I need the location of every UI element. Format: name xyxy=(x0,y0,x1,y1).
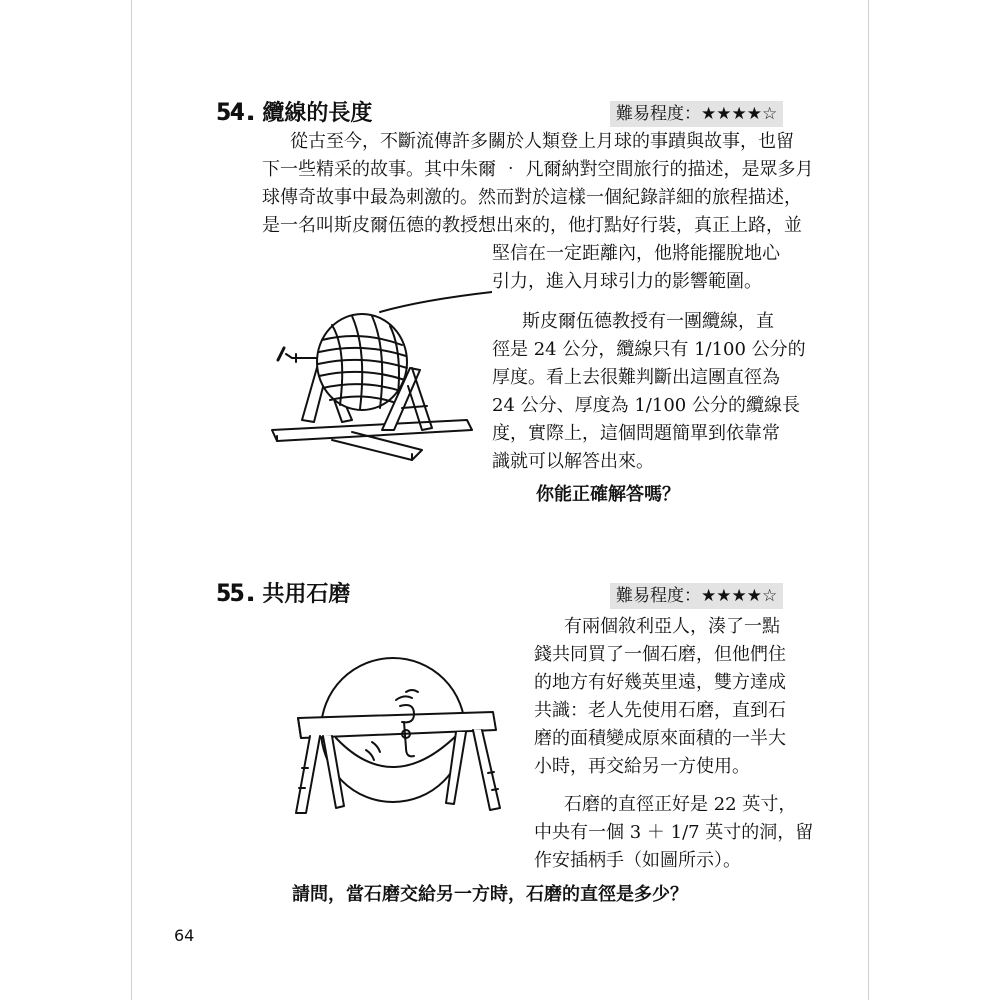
problem-55-number: 55. xyxy=(216,579,257,607)
millstone-illustration xyxy=(268,648,508,828)
p55-line-3: 的地方有好幾英里遠，雙方達成 xyxy=(534,672,786,693)
p54-para2-line-3: 厚度。看上去很難判斷出這團直徑為 xyxy=(492,367,780,388)
p54-line-6: 引力，進入月球引力的影響範圍。 xyxy=(492,271,762,292)
cable-spool-illustration xyxy=(262,290,492,470)
p54-para2-line-5: 度，實際上，這個問題簡單到依靠常 xyxy=(492,423,780,444)
p55-para2-line-1: 石磨的直徑正好是 22 英寸， xyxy=(564,794,797,815)
p55-para2-line-3: 作安插柄手（如圖所示）。 xyxy=(534,850,741,871)
problem-54-difficulty: 難易程度：★★★★☆ xyxy=(610,101,783,127)
problem-54-title xyxy=(216,100,372,125)
p55-para2-line-2: 中央有一個 3 ＋ 1/7 英寸的洞，留 xyxy=(534,822,814,843)
p54-line-1: 從古至今，不斷流傳許多關於人類登上月球的事蹟與故事，也留 xyxy=(290,131,794,152)
p55-line-6: 小時，再交給另一方使用。 xyxy=(534,756,750,777)
p54-line-4: 是一名叫斯皮爾伍德的教授想出來的，他打點好行裝，真正上路，並 xyxy=(262,215,802,236)
page-number: 64 xyxy=(174,926,195,945)
problem-54-title-text: 纜線的長度 xyxy=(262,101,373,126)
p54-para2-line-6: 識就可以解答出來。 xyxy=(492,451,654,472)
p54-para2-line-4: 24 公分、厚度為 1/100 公分的纜線長 xyxy=(492,395,800,416)
p55-line-1: 有兩個敘利亞人，湊了一點 xyxy=(564,616,780,637)
p54-line-2: 下一些精采的故事。其中朱爾 ‧ 凡爾納對空間旅行的描述，是眾多月 xyxy=(262,159,814,180)
problem-55-title-text: 共用石磨 xyxy=(262,582,351,607)
p54-para2-line-2: 徑是 24 公分，纜線只有 1/100 公分的 xyxy=(492,339,806,360)
problem-55-title xyxy=(216,581,350,606)
problem-54-number: 54. xyxy=(216,98,257,126)
p54-question: 你能正確解答嗎？ xyxy=(536,484,680,505)
p55-line-4: 共識：老人先使用石磨，直到石 xyxy=(534,700,786,721)
p55-line-5: 磨的面積變成原來面積的一半大 xyxy=(534,728,786,749)
problem-55-difficulty: 難易程度：★★★★☆ xyxy=(610,583,783,609)
p55-question: 請問，當石磨交給另一方時，石磨的直徑是多少？ xyxy=(292,884,688,905)
p54-para2-line-1: 斯皮爾伍德教授有一團纜線，直 xyxy=(522,311,774,332)
p55-line-2: 錢共同買了一個石磨，但他們住 xyxy=(534,644,786,665)
p54-line-5: 堅信在一定距離內，他將能擺脫地心 xyxy=(492,243,780,264)
p54-line-3: 球傳奇故事中最為刺激的。然而對於這樣一個紀錄詳細的旅程描述， xyxy=(262,187,802,208)
